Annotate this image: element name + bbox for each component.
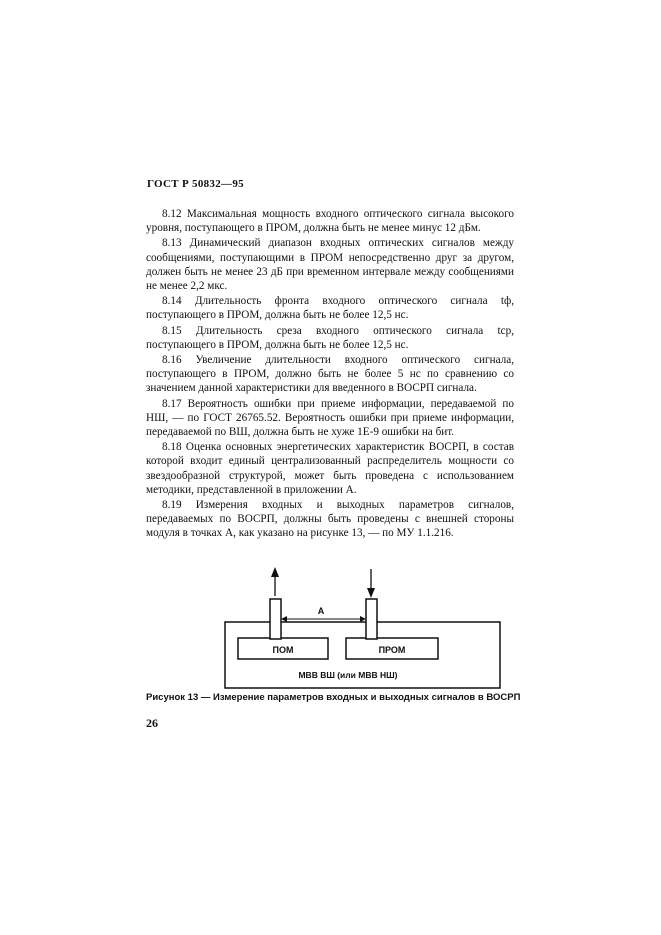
input-fiber: [366, 599, 377, 639]
paragraph-8-17: 8.17 Вероятность ошибки при приеме информации, передаваемой по НШ, — по ГОСТ 26765.52. Вероятность ошибки при приеме информации, передаваемой по ВШ, должна быть не хуже 1Е-9 ошибки на бит.: [146, 397, 514, 439]
body-text: [146, 207, 514, 542]
output-fiber: [270, 599, 281, 639]
paragraph-8-18: 8.18 Оценка основных энергетических характеристик ВОСРП, в состав которой входит единый централизованный распределитель мощности со звездообразной структурой, может быть проведена с использованием методики, представленной в приложении А.: [146, 441, 514, 496]
document-header: ГОСТ Р 50832—95: [147, 178, 244, 190]
page-number: 26: [146, 716, 158, 730]
label-a: А: [317, 606, 325, 616]
figure-13-diagram: [220, 565, 510, 695]
paragraph-8-12: 8.12 Максимальная мощность входного оптического сигнала высокого уровня, поступающего в ПРОМ, должна быть не менее минус 12 дБм.: [146, 208, 514, 235]
prom-label: ПРОМ: [378, 645, 406, 655]
figure-caption: Рисунок 13 — Измерение параметров входных и выходных сигналов в ВОСРП: [146, 692, 521, 703]
module-label: МВВ ВШ (или МВВ НШ): [298, 670, 398, 680]
paragraph-8-15: 8.15 Длительность среза входного оптического сигнала tср, поступающего в ПРОМ, должна быть не более 12,5 нс.: [146, 324, 514, 351]
paragraph-8-19: 8.19 Измерения входных и выходных параметров сигналов, передаваемых по ВОСРП, должны быть проведены с внешней стороны модуля в точках А, как указано на рисунке 13, — по МУ 1.1.216.: [146, 499, 514, 540]
paragraph-8-16: 8.16 Увеличение длительности входного оптического сигнала, поступающего в ПРОМ, должно быть не более 5 нс по сравнению со значением данной характеристики для введенного в ВОСРП сигнала.: [146, 354, 514, 395]
pom-label: ПОМ: [272, 645, 294, 655]
paragraph-8-14: 8.14 Длительность фронта входного оптического сигнала tф, поступающего в ПРОМ, должна быть не более 12,5 нс.: [146, 295, 514, 322]
paragraph-8-13: 8.13 Динамический диапазон входных оптических сигналов между сообщениями, поступающими в ПРОМ непосредственно друг за другом, должен быть не менее 23 дБ при временном интервале между сообщениями не менее 2,2 мкс.: [146, 237, 514, 293]
